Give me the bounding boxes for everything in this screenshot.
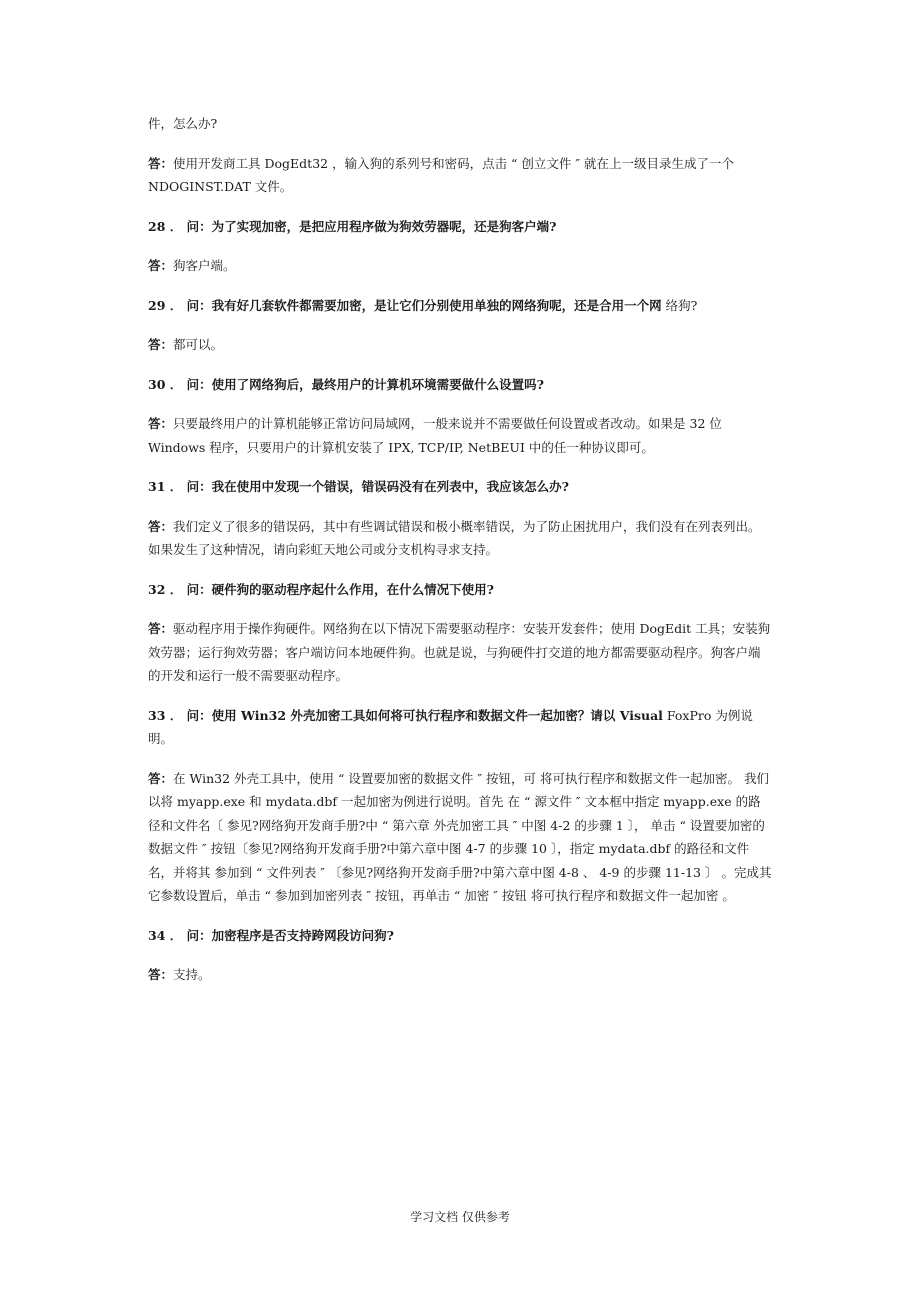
question-number: 33 ． [148, 707, 183, 723]
question-number: 34 ． [148, 927, 183, 943]
question-text: 问：为了实现加密，是把应用程序做为狗效劳器呢，还是狗客户端? [186, 218, 557, 234]
question-number: 32 ． [148, 581, 183, 597]
question-30 [148, 373, 772, 397]
answer-text: 我们定义了很多的错误码，其中有些调试错误和极小概率错误，为了防止困扰用户，我们没有在列表列出。如果发生了这种情况，请向彩虹天地公司或分支机构寻求支持。 [148, 518, 761, 557]
question-number: 31 ． [148, 479, 183, 494]
answer-text: 支持。 [173, 967, 211, 982]
lead-answer [148, 152, 772, 199]
answer-31 [148, 515, 772, 562]
question-text: 问：使用 Win32 外壳加密工具如何将可执行程序和数据文件一起加密？请以 Visual [186, 707, 663, 723]
question-text: 问：我在使用中发现一个错误，错误码没有在列表中，我应该怎么办? [186, 479, 569, 494]
answer-text: 驱动程序用于操作狗硬件。网络狗在以下情况下需要驱动程序：安装开发套件；使用 DogEdit 工具；安装狗效劳器；运行狗效劳器；客户端访问本地硬件狗。也就是说，与狗硬件打交道的地方都需要驱动程序。狗客户端的开发和运行一般不需要驱动程序。 [148, 621, 771, 683]
answer-30 [148, 412, 772, 459]
question-32 [148, 578, 772, 602]
answer-29 [148, 333, 772, 357]
answer-label: 答： [148, 416, 174, 431]
answer-label: 答： [148, 258, 174, 273]
answer-text: 都可以。 [173, 337, 224, 352]
question-text: 问：我有好几套软件都需要加密，是让它们分别使用单独的网络狗呢，还是合用一个网 [186, 297, 662, 313]
question-28 [148, 215, 772, 239]
answer-label: 答： [148, 518, 174, 534]
page-footer: 学习文档 仅供参考 [410, 1210, 510, 1224]
question-33 [148, 704, 772, 751]
answer-label: 答： [148, 770, 174, 786]
question-text: 问：硬件狗的驱动程序起什么作用，在什么情况下使用? [186, 581, 494, 597]
question-34 [148, 924, 772, 948]
answer-label: 答： [148, 337, 174, 352]
question-number: 30 ． [148, 376, 183, 392]
question-29 [148, 294, 772, 318]
answer-label: 答： [148, 155, 174, 171]
lead-question-tail [148, 112, 772, 136]
question-tail: FoxPro 为例说明。 [148, 707, 753, 746]
document-body [148, 112, 772, 987]
answer-text: 使用开发商工具 DogEdt32 ，输入狗的系列号和密码，点击 “ 创立文件 ″ 就在上一级目录生成了一个 NDOGINST.DAT 文件。 [148, 155, 735, 194]
question-text: 问：使用了网络狗后，最终用户的计算机环境需要做什么设置吗? [186, 376, 544, 392]
question-text: 问：加密程序是否支持跨网段访问狗? [186, 927, 394, 943]
answer-34 [148, 963, 772, 987]
answer-33 [148, 767, 772, 908]
lead-question-text: 件，怎么办? [148, 116, 218, 131]
question-number: 28 ． [148, 218, 183, 234]
question-number: 29 ． [148, 297, 183, 313]
answer-text: 只要最终用户的计算机能够正常访问局域网，一般来说并不需要做任何设置或者改动。如果是 32 位 Windows 程序，只要用户的计算机安装了 IPX, TCP/IP, NetBEUI 中的任一种协议即可。 [148, 416, 722, 455]
answer-label: 答： [148, 621, 174, 636]
answer-text: 狗客户端。 [173, 258, 236, 273]
answer-label: 答： [148, 967, 174, 982]
question-tail: 络狗? [661, 297, 698, 313]
answer-28 [148, 254, 772, 278]
answer-32 [148, 617, 772, 688]
question-31 [148, 475, 772, 499]
answer-text: 在 Win32 外壳工具中，使用 “ 设置要加密的数据文件 ″ 按钮，可 将可执行程序和数据文件一起加密。 我们以将 myapp.exe 和 mydata.dbf 一起加密为例进行说明。首先 在 “ 源文件 ″ 文本框中指定 myapp.exe 的路径和文件名〔 参见?网络狗开发商手册?中 “ 第六章 外壳加密工具 ″ 中图 4-2 的步骤 1 〕， 单击 “ 设置要加密的数据文件 ″ 按钮〔参见?网络狗开发商手册?中第六章中图 4-7 的步骤 10 〕，指定 mydata.dbf 的路径和文件名，并将其 参加到 “ 文件列表 ″ 〔参见?网络狗开发商手册?中第六章中图 4-8 、 4-9 的步骤 11-13 〕 。完成其它参数设置后，单击 “ 参加到加密列表 ″ 按钮，再单击 “ 加密 ″ 按钮 将可执行程序和数据文件一起加密 。 [148, 770, 772, 903]
